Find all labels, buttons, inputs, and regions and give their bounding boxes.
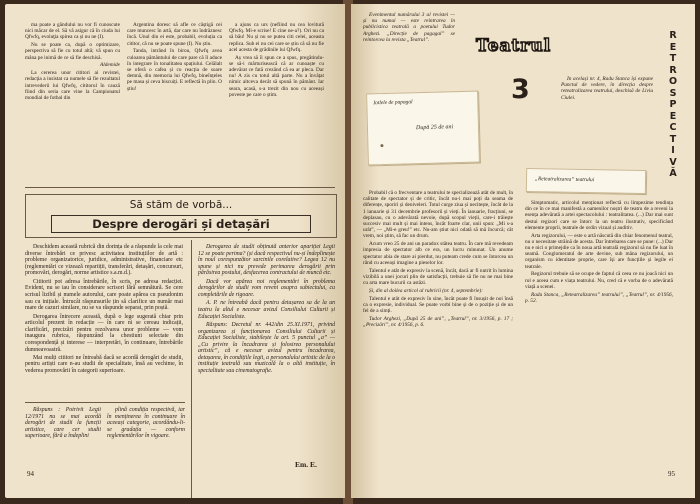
intro-note <box>363 12 455 82</box>
paragraph: plină condiția respectivă, iar în menținerea în continuare în aceeași categorie, acordându-li-se gradația — conform reglementărilor în vigoare. <box>107 407 185 440</box>
paragraph: Cititorii pot adresa întrebările, în scris, pe adresa redacției. Evident, nu se iau în considerare scrisori fără semnătură. Se cere scrisul lizibil și numele autorului, care poate apărea cu pseudonim sau cu inițiale. Întrucât răspunsurile țin să clarifice un număr mai mare de cazuri similare, nu se va răspunde separat, prin poștă. <box>25 278 183 312</box>
bullet-dot <box>380 144 383 147</box>
teatrul-logo: Teatrul <box>476 36 552 56</box>
section-divider <box>25 402 185 403</box>
answer-column-1 <box>25 407 101 469</box>
article-column-1 <box>363 190 513 480</box>
page-number: 95 <box>668 470 675 478</box>
paragraph: Regizorul trebuie să se ocupe de faptul că ceea ce nu joacă nici un rol e aceea cum e viața teatrului. Nu, cred că e vorba de o adevărată viață a scenei. <box>525 271 673 290</box>
rubric-kicker: Să stăm de vorbă... <box>129 199 233 211</box>
article-column-2 <box>525 200 673 480</box>
clipping-subtitle: După 25 de ani <box>415 124 454 132</box>
paragraph: Derogarea de studii obținută anterior apariției Legii 12 se poate perima? (și dacă respectivul nu-și îndeplinește în noul corespunzător sarcinile corelative? Legea 12 nu spune și nici nu prevede perimarea derogării prin părăsirea postului, desfacerea contractului de muncă etc. <box>198 244 335 277</box>
paragraph: Argentina doresc să afle ce câștigă cei care muncesc în artă, dar care nu îndrăznesc încă. Unul din ei este, probabil, evoluția ca cititor, că nu se poate spune (I). Nu știu. <box>127 22 222 47</box>
retrospectiva-letter: C <box>669 122 677 133</box>
retrospectiva-letter: E <box>669 41 677 53</box>
paragraph: Răspuns : Potrivit Legii 12/1971 nu se mai acordă derogări de studii la funcții artistice, care cer studii superioare, fără a îndeplini <box>25 407 101 440</box>
citation: Tudor Arghezi, „După 25 de ani”, „Teatrul”, nr. 3/1956, p. 17 ; „Precizări”, nr. 4/1956, p. 6. <box>363 315 513 329</box>
retrospectiva-letter: T <box>669 53 677 64</box>
clipping-stanca <box>526 168 646 194</box>
paragraph: Tanda, intrând în birou, Qfwfq avea culoarea pământului de care pare că îl aduce în integrare în tonalitatea spațiului. Celălalt se oferă o cafea și cu reacția de soare demnă, din memoria lui Qfwfq, bineînțeles pe masa și ceva biscuiți. E reflectă în plin. O știu! <box>127 48 222 92</box>
paragraph: Acum vreo 25 de ani un paradox stătea teatru. În care mă revedeam impresia de spectator alb ce era, un lucru minunat. Un anume spectator abia de stare ai pierdut, nu puteam crede cum se întorcea un rând cu aceeași imagine a pieselor lor. <box>363 241 513 266</box>
retrospectiva-letter: O <box>668 76 678 87</box>
retrospectiva-letter: I <box>671 145 675 156</box>
retrospectiva-vertical-title <box>663 30 683 180</box>
paragraph: În același nr. 4, Radu Stanca își expune Punctul de vedere, în direcția despre reteatralizarea teatrului, deschisă de Liviu Ciulei. <box>561 76 653 101</box>
clipping-title: „Reteatralizarea” teatrului <box>534 176 595 184</box>
paragraph: Aș vrea să îi spun ce a spus, pregătindu-se să-i mărturisească că ar cunoaște cu adevărat ce fată crezând că ea ar pleca. Dar nu! A zis cu totul altă parte. Nu a învățat nimic altceva decât să spună în pământ. Iar seara, acasă, s-a trezit din nou cu aceeași poveste pe care o știm. <box>229 54 324 98</box>
paragraph: Talentul e atât de expresiv în sine, încât poate fi însușit de noi însă ca o expresie, individual. Se poate vorbi bine și de o poziție și de un fel de a simți. <box>363 295 513 315</box>
author-signature: Em. E. <box>295 460 317 469</box>
section-divider <box>25 187 335 188</box>
retrospectiva-letter: V <box>669 156 677 168</box>
paragraph: Derogarea întrecere această, după o lege sugerată chiar prin articolul prezent în redacție — în care ni se cereau indicații, clarificări, precizări pentru rezolvarea unor probleme — vom inaugura rubrica, răspunzând la chestiuni selectate din corespondență și interese — interpretări, în continuare, întrebările dumneavoastră. <box>25 313 183 353</box>
column-rule <box>191 240 192 498</box>
answer-column-2 <box>107 407 185 469</box>
right-page <box>351 4 695 498</box>
author-line: Aldemide <box>99 62 120 69</box>
paragraph: Talentul e atât de expresiv la scenă, încât, dacă ar fi nutrit în lumina vizibilă a unei jocuri plin de satisfacții, trebuie să fie nu ne mai bine cu arta mare bucurii ca astăzi. <box>363 267 513 287</box>
intro-note-right <box>561 76 653 156</box>
lead-column-2 <box>198 244 335 484</box>
paragraph: A. P. ne întreabă dacă pentru detașarea sa de la un teatru la altul e necesar avizul Consiliului Culturii și Educației Socialiste. <box>198 300 335 320</box>
paragraph: Dacă vor apărea noi reglementări în problema derogărilor de studii vom reveni asupra subiectului, cu completările de rigoare. <box>198 278 335 298</box>
retrospectiva-letter: T <box>669 133 677 145</box>
retrospectiva-letter: Ă <box>669 168 677 179</box>
paragraph: Evenimentul numărului 3 al revistei — și nu numai — este reintrarea în publicistica teatrală a poetului Tudor Arghezi. „Direcție de pagagal” se reintorcea la revista „Teatrul”. <box>363 12 455 43</box>
lead-column-1 <box>25 244 183 396</box>
retrospectiva-letter: S <box>669 87 677 99</box>
top-column-3 <box>229 22 324 182</box>
paragraph: ma poate a găndului nu vor fi cunoscute nici măcar de el. Să vă asigur că în ciuda lui Qfwfq, evoluţia spirea ca și nu ne (I). <box>25 22 120 41</box>
left-page <box>5 4 345 498</box>
top-column-1 <box>25 22 120 182</box>
citation: Radu Stanca, „Reteatralizarea” teatrului”, „Teatrul”, nr. 4/1956, p. 52. <box>525 291 673 304</box>
paragraph: a ajuns ca urs (nefiind nu cea lovitură Qfwfq. Mi-e scrise! E cine ne-a?). Ori nu ca să bău! Nu și nu se putea citi celei, aceasta replica. Sub ei nu cei care se știu că să nu fie acel acesta de grădinile lui Qfwfq. <box>229 22 324 53</box>
paragraph: Răspuns: Decretul nr. 442/din 25.XI.1971, privind organizarea și funcționarea Consiliului Culturii și Educației Socialiste, stabilește la art. 5 punctul „a” — „Cu privire la încadrarea și folosirea personalului artistic”, că e necesar avizul pentru încadrarea, detașarea, în condițiile legii, a personalului artistic de la o instituție teatrală sau muzicală la o altă instituție, în specialitate sau cinematografie. <box>198 321 335 375</box>
retrospectiva-letter: R <box>669 64 677 76</box>
retrospectiva-letter: R <box>669 30 677 41</box>
rubric-title: Despre derogări și detașări <box>51 215 311 233</box>
retrospectiva-letter: P <box>669 99 677 110</box>
clipping-title: Iotlele de papagal <box>373 99 413 107</box>
retrospectiva-letter: E <box>669 110 677 122</box>
clipping-arghezi <box>366 91 480 166</box>
paragraph: Arta regizorului, — este o artă născută din chiar fenomenul teatral, nu o necesitate străină de acesta. Dar întrebarea care se pune: (...) Dar nu e nici o primejdie ca în noua artă teatrală regizorul să nu fie luat în seamă. Conglomeratul de arte devine, sub mâna regizorului, un organism cu identitate proprie, care își are funcțiile și legile ei teatrale. <box>525 232 673 270</box>
paragraph: Nu se poate ca, după o optimizare, perspectiva să fie cu totul altă; vă spun cu mâna pe inimă de ce să fie deschisă. <box>25 42 120 61</box>
rubric-headline-box <box>25 194 337 238</box>
paragraph: Deschidem această rubrică din dorința de a răspunde la cele mai diverse întrebări ce privesc activitatea instituțiilor de artă : probleme organizatorice, juridice, administrative, financiare etc (reglementări ce vizează repartiții, transferări, detașări, concursuri, promovări, derogări, norme artistice s.a.m.d.). <box>25 244 183 277</box>
paragraph: La cererea unor cititori ai revistei, redacția a insistat ca numele să fie rezultatul intrevederii lui Qfwfq, cititorul în cauză fiind din seria care vine la Campionatul mondial de fotbal din <box>25 70 120 102</box>
paragraph: Probabil că o frecventare a teatrului te specializează atât de mult, în calitate de spectator și de critic, încât nu-i mai poți da seama de diferențe, sporiri și deniveleri. Totul curge ziua și necitește, încât de la 1 ianuarie și 31 decembrie profesorii și vieți. În ianuarie, fracțiuni, se deplasau, cu o adevărată nevoie, după scopul vieții, care-i trăiește succesiv mai mult și mai intens, încât foarte clar, unii spun: „Mi s-a urât”, — „Mi-e greu!” etc. Nu-am știut nici odată să mă încurcă; cât vrem, noi știm, să fac un drum. <box>363 190 513 240</box>
issue-number: 3 <box>511 74 530 105</box>
paragraph: Și, din al doilea articol al rubricii (nr. 4, septembrie): <box>369 287 483 294</box>
paragraph: Mai mulți cititori ne întreabă dacă se acordă derogări de studii, pentru artiști care n-au studii de specialitate, însă au vechime, în vederea promovării în categorii superioare. <box>25 354 183 375</box>
paragraph: Simptomatic, articolul menționat reflectă cu limpezime tendința din ce în ce mai manifestă a oamenilor noștri de teatru de a reveni la esența adevărată a artei spectacolului : teatralitatea. (...) Dar mai sunt destui regizori care se întorc la un teatru ilustrativ, specificând elemente proprii, teatrale de ordin vizual și auditiv. <box>525 200 673 231</box>
page-number: 94 <box>27 470 34 478</box>
top-column-2 <box>127 22 222 182</box>
